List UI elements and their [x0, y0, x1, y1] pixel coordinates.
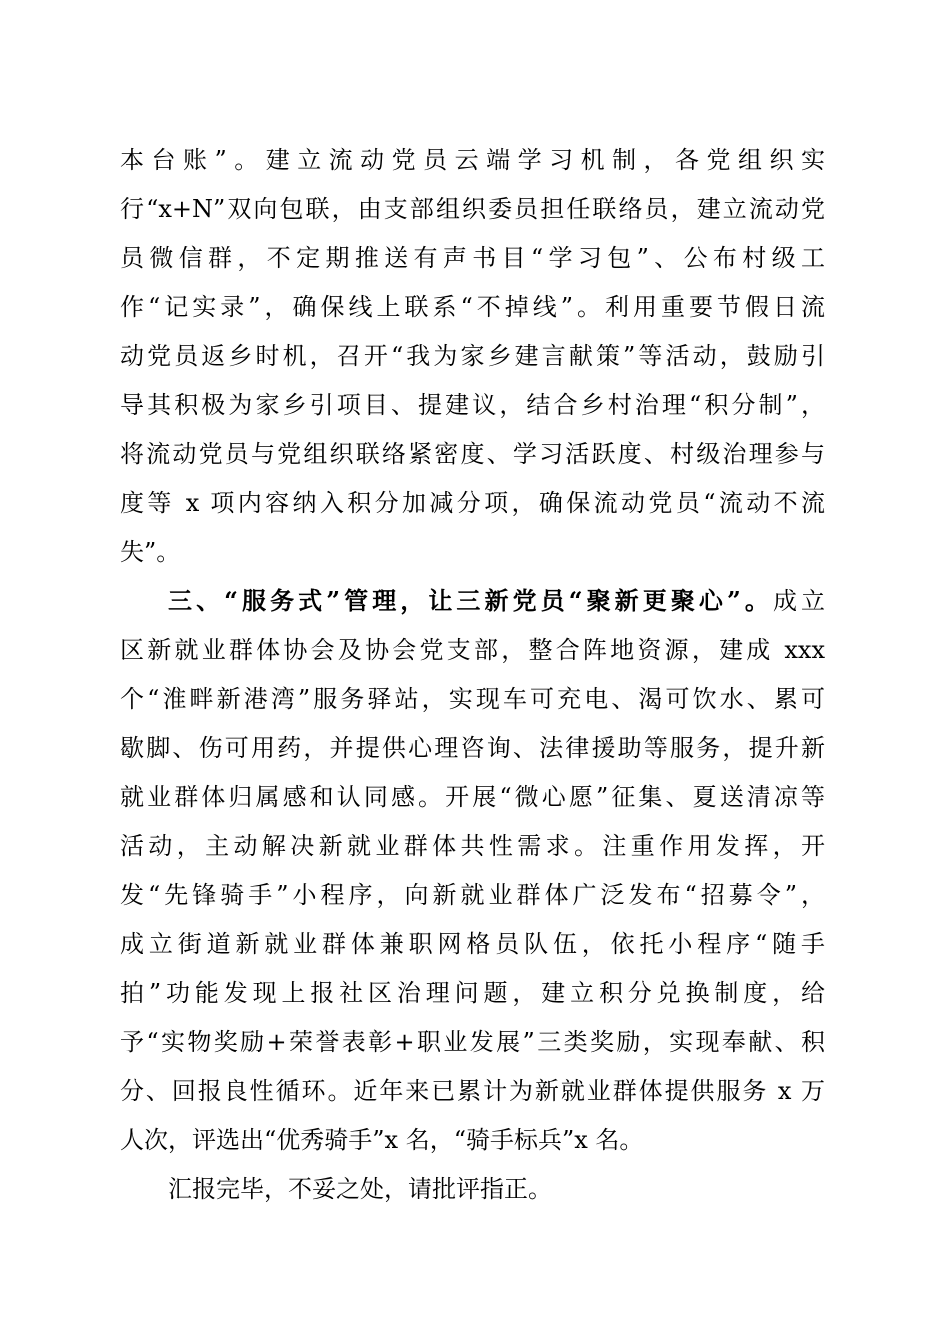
text-line: 拍”功能发现上报社区治理问题，建立积分兑换制度，给: [120, 979, 825, 1007]
text-line: 度等 x 项内容纳入积分加减分项，确保流动党员“流动不流: [120, 489, 825, 517]
text-fragment: 成立: [772, 587, 826, 615]
text-line: 导其积极为家乡引项目、提建议，结合乡村治理“积分制”，: [120, 391, 825, 419]
text-line: 失”。: [120, 538, 181, 566]
text-line: 成立街道新就业群体兼职网格员队伍，依托小程序“随手: [120, 930, 825, 958]
section-heading-line: [168, 586, 825, 616]
text-line: 行“x+N”双向包联，由支部组织委员担任联络员，建立流动党: [120, 195, 825, 223]
text-line: 动党员返乡时机，召开“我为家乡建言献策”等活动，鼓励引: [120, 342, 825, 370]
text-line: 发“先锋骑手”小程序，向新就业群体广泛发布“招募令”，: [120, 881, 825, 909]
text-line: 就业群体归属感和认同感。开展“微心愿”征集、夏送清凉等: [120, 783, 825, 811]
text-line: 作“记实录”，确保线上联系“不掉线”。利用重要节假日流: [120, 293, 825, 321]
text-line: 员微信群，不定期推送有声书目“学习包”、公布村级工: [120, 244, 825, 272]
text-line: 个“淮畔新港湾”服务驿站，实现车可充电、渴可饮水、累可: [120, 685, 825, 713]
text-line: 歇脚、伤可用药，并提供心理咨询、法律援助等服务，提升新: [120, 734, 825, 762]
text-line: 活动，主动解决新就业群体共性需求。注重作用发挥，开: [120, 832, 825, 860]
text-line: 区新就业群体协会及协会党支部，整合阵地资源，建成 xxx: [120, 636, 825, 664]
text-line: 人次，评选出“优秀骑手”x 名，“骑手标兵”x 名。: [120, 1126, 644, 1154]
text-line: 将流动党员与党组织联络紧密度、学习活跃度、村级治理参与: [120, 440, 825, 468]
closing-line: 汇报完毕，不妥之处，请批评指正。: [168, 1175, 552, 1203]
text-line: 予“实物奖励+荣誉表彰+职业发展”三类奖励，实现奉献、积: [120, 1028, 825, 1056]
text-line: 分、回报良性循环。近年来已累计为新就业群体提供服务 x 万: [120, 1077, 825, 1105]
text-line: 本台账”。建立流动党员云端学习机制，各党组织实: [120, 146, 825, 174]
section-heading: 三、“服务式”管理，让三新党员“聚新更聚心”。: [168, 586, 773, 615]
